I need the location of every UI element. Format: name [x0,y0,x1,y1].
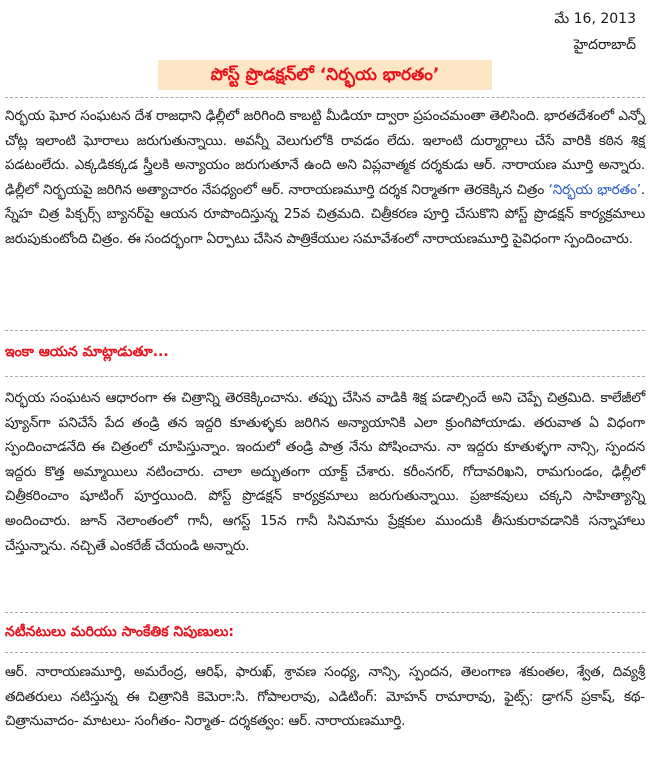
divider [5,652,645,653]
quote-paragraph: నిర్భయ సంఘటన ఆధారంగా ఈ చిత్రాన్ని తెరకెక్కించాను. తప్పు చేసిన వాడికి శిక్ష పడాల్సిందే అని చెప్పే చిత్రమిది. కాలేజీలో ప్యూన్‌గా పనిచేసే పేద తండ్రి తన ఇద్దరి కూతుళ్ళకు జరిగిన అన్యాయానికి ఎలా క్రుంగిపోయాడు. తరువాత ఏ విధంగా స్పందించాడనేది ఈ చిత్రంలో చూపిస్తున్నాం. ఇందులో తండ్రి పాత్ర నేను పోషించాను. నా ఇద్దరు కూతుళ్ళగా నాన్సి, స్పందన ఇద్దరు కొత్త అమ్మాయిలు నటించారు. చాలా అద్భుతంగా యాక్ట్ చేశారు. కరీంనగర్, గోదావరిఖని, రామగుండం, ఢిల్లీలో చిత్రీకరించాం షూటింగ్ పూర్తయింది. పోస్ట్ ప్రొడక్షన్ కార్యక్రమాలు జరుగుతున్నాయి. ప్రజాకవులు చక్కని సాహిత్యాన్ని అందించారు. జూన్ నెలాంతంలో గానీ, ఆగస్ట్ 15న గానీ సినిమాను ప్రేక్షకుల ముందుకి తీసుకురావడానికి సన్నాహాలు చేస్తున్నాను. నచ్చితే ఎంకరేజ్ చేయండి అన్నారు. [5,390,645,554]
article-title: పోస్ట్ ప్రొడక్షన్‌లో ‘నిర్భయ భారతం’ [158,60,492,90]
article-location: హైదరాబాద్ [573,37,636,53]
divider [5,376,645,377]
cast-crew-paragraph: ఆర్. నారాయణమూర్తి, అమరేంద్ర, ఆరిఫ్, ఫారుఖ్, శ్రావణ సంధ్య, నాన్సి, స్పందన, తెలంగాణ శకుంతల, శ్వేత, దివ్యశ్రీ తదితరులు నటిస్తున్న ఈ చిత్రానికి కెమెరా:సి. గోపాలరావు, ఎడిటింగ్: మోహన్ రామారావు, ఫైట్స్: డ్రాగన్ ప్రకాష్, కథ-చిత్రానువాదం- మాటలు- సంగీతం- నిర్మాత- దర్శకత్వం: ఆర్. నారాయణమూర్తి. [5,664,645,730]
divider [5,330,645,331]
divider [5,612,645,613]
intro-paragraph [5,104,645,252]
intro-text-start: నిర్భయ ఘోర సంఘటన దేశ రాజధాని ఢిల్లీలో జరిగింది కాబట్టి మీడియా ద్వారా ప్రపంచమంతా తెలిసింది. భారతదేశంలో ఎన్నో చోట్ల ఇలాంటి ఘోరాలు జరుగుతున్నాయి. అవన్నీ వెలుగులోకి రావడం లేదు. ఇలాంటి దుర్మార్గాలు చేసే వారికి కఠిన శిక్ష పడటంలేదు. ఎక్కడికక్కడ స్త్రీలకి అన్యాయం జరుగుతూనే ఉంది అని విప్లవాత్మక దర్శకుడు ఆర్. నారాయణ మూర్తి అన్నారు. ఢిల్లీలో నిర్భయపై జరిగిన అత్యాచారం నేపధ్యంలో ఆర్. నారాయణమూర్తి దర్శక నిర్మాతగా తెరకెక్కిన చిత్రం [5,108,645,198]
movie-title-highlight: ‘నిర్భయ భారతం’ [548,181,641,198]
intro-text-end: . స్నేహ చిత్ర పిక్చర్స్ బ్యానర్‌పై ఆయన రూపొందిస్తున్న 25వ చిత్రమది. చిత్రీకరణ పూర్తి చేసుకొని పోస్ట్ ప్రొడక్షన్ కార్యక్రమాలు జరుపుకుంటోంది చిత్రం. ఈ సందర్భంగా ఏర్పాటు చేసిన పాత్రికేయుల సమావేశంలో నారాయణమూర్తి పైవిధంగా స్పందించారు. [5,181,645,247]
section-heading-quote: ఇంకా ఆయన మాట్లాడుతూ... [5,344,169,360]
article-meta [554,6,636,58]
divider [5,97,645,98]
section-heading-cast: నటీనటులు మరియు సాంకేతిక నిపుణులు: [5,624,234,640]
article-date: మే 16, 2013 [554,11,636,27]
